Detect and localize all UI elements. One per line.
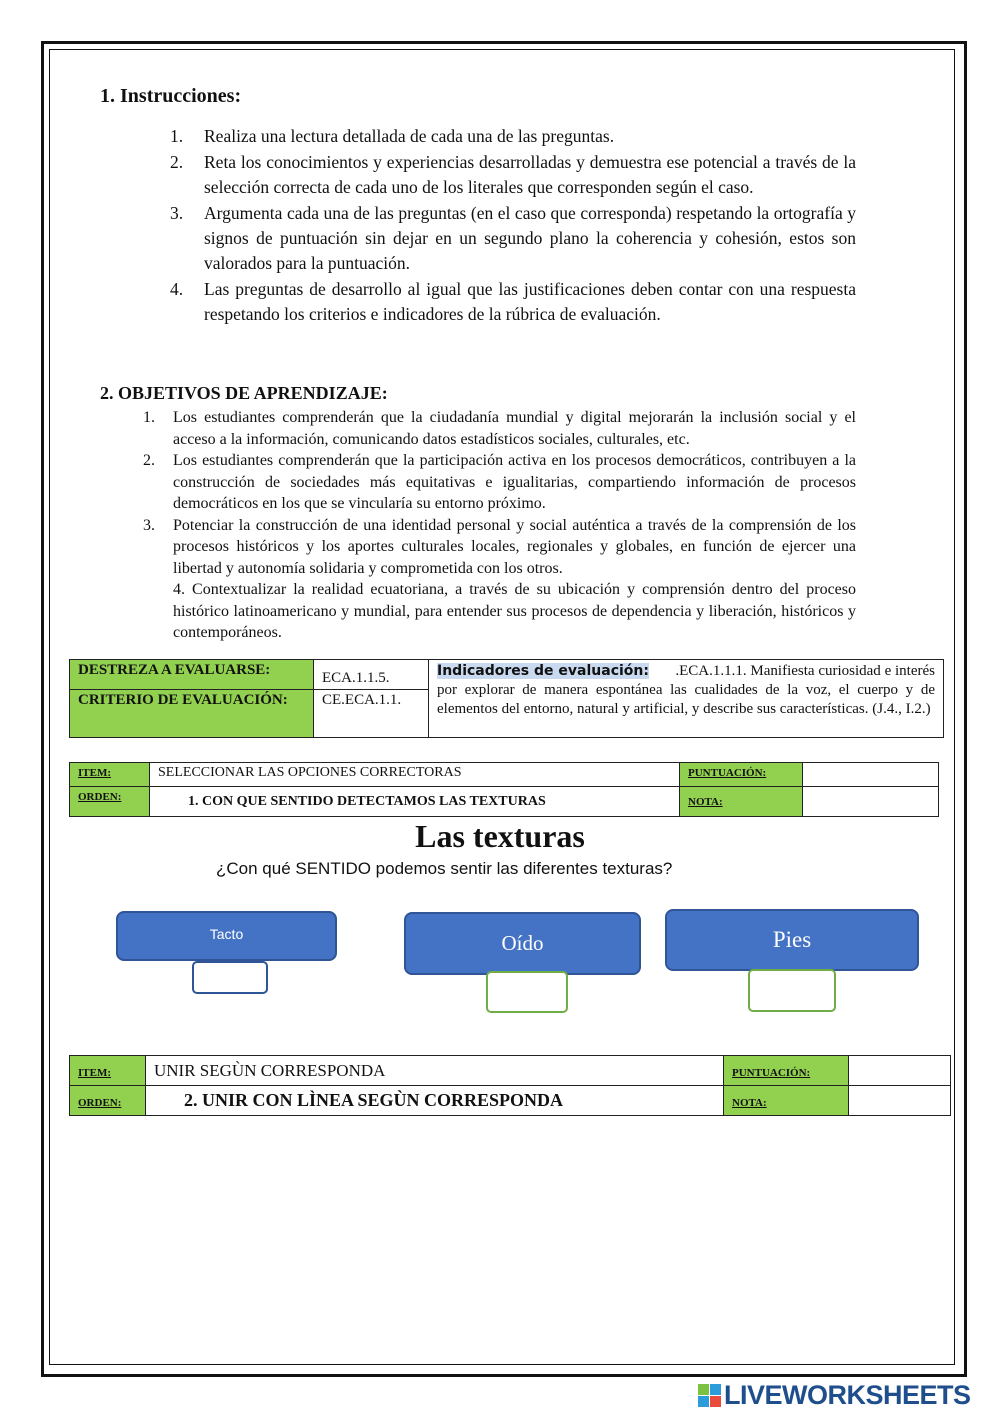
indicadores-text: .ECA.1.1.1. Manifiesta curiosidad e interés por explorar de manera espontánea las cualidades de la voz, el cuerpo y de elementos del entorno, natural y artificial, y describe sus características. (J.4., I.2.) — [437, 663, 935, 717]
puntuacion-label: PUNTUACIÓN: — [732, 1066, 811, 1079]
item1-table — [69, 762, 939, 817]
exercise-question: ¿Con qué SENTIDO podemos sentir las diferentes texturas? — [216, 859, 673, 878]
criterio-value: CE.ECA.1.1. — [314, 690, 429, 738]
item-text: Los estudiantes comprenderán que la participación activa en los procesos democráticos, contribuyen a la construcción de sociedades más equitativas e igualitarias, compartiendo información de procesos democráticos en los que se vincularía su entorno próximo. — [173, 452, 856, 512]
destreza-value: ECA.1.1.5. — [314, 660, 429, 690]
orden-label: ORDEN: — [78, 1096, 122, 1109]
list-item — [170, 124, 856, 149]
item-label: ITEM: — [78, 1066, 111, 1079]
item-value: UNIR SEGÙN CORRESPONDA — [146, 1056, 724, 1086]
option-label: Pies — [772, 927, 812, 952]
item-text: Los estudiantes comprenderán que la ciudadanía mundial y digital mejorarán la inclusión social y el acceso a la información, comunicando datos estadísticos sociales, culturales, etc. — [173, 409, 856, 448]
puntuacion-label-cell — [724, 1056, 849, 1086]
item-number: 3. — [170, 203, 184, 223]
puntuacion-label-cell — [680, 763, 803, 787]
list-item — [170, 150, 856, 200]
orden-label: ORDEN: — [78, 791, 122, 803]
item-number: 2. — [170, 152, 184, 172]
indicadores-cell — [429, 660, 944, 738]
item-text: Argumenta cada una de las preguntas (en el caso que corresponda) respetando la ortografía y signos de puntuación sin dejar en un segundo plano la coherencia y cohesión, estos son valorados para la puntuación. — [204, 203, 856, 273]
nota-field[interactable] — [849, 1086, 951, 1116]
nota-label: NOTA: — [732, 1096, 767, 1109]
nota-field[interactable] — [803, 787, 939, 817]
puntuacion-field[interactable] — [849, 1056, 951, 1086]
option-pies[interactable] — [665, 909, 919, 971]
puntuacion-label: PUNTUACIÓN: — [688, 767, 767, 779]
indicadores-label: Indicadores de evaluación: — [437, 663, 649, 679]
item-number: 4. — [170, 279, 184, 299]
logo-icon — [698, 1384, 721, 1407]
destreza-label: DESTREZA A EVALUARSE: — [70, 660, 314, 690]
objectives-list — [140, 407, 856, 644]
item-number: 2. — [143, 452, 155, 469]
option-label: Tacto — [209, 926, 244, 942]
list-item — [170, 201, 856, 276]
option-label: Oído — [501, 931, 544, 955]
list-item — [140, 450, 856, 515]
answer-box-oido[interactable] — [486, 971, 568, 1013]
item-label-cell — [70, 1056, 146, 1086]
criterio-label: CRITERIO DE EVALUACIÓN: — [70, 690, 314, 738]
instructions-heading: 1. Instrucciones: — [100, 85, 242, 107]
list-item — [170, 277, 856, 327]
item-text: Potenciar la construcción de una identidad personal y social auténtica a través de la comprensión de los procesos históricos y los aportes culturales locales, regionales y globales, en función de ejercer una libertad y autonomía solidaria y comprometida con los otros. — [173, 516, 856, 577]
objectives-heading: 2. OBJETIVOS DE APRENDIZAJE: — [100, 383, 388, 403]
item-text: 4. Contextualizar la realidad ecuatoriana, a través de su ubicación y comprensión dentro del proceso histórico latinoamericano y mundial, para entender sus procesos de dependencia y liberación, históricos y contemporáneos. — [173, 581, 856, 641]
list-item — [140, 515, 856, 580]
item-value: SELECCIONAR LAS OPCIONES CORRECTORAS — [150, 763, 680, 787]
liveworksheets-logo[interactable] — [698, 1380, 971, 1411]
nota-label-cell — [724, 1086, 849, 1116]
puntuacion-field[interactable] — [803, 763, 939, 787]
exercise-title: Las texturas — [415, 818, 585, 854]
item-text: Las preguntas de desarrollo al igual que las justificaciones deben contar con una respuesta respetando los criterios e indicadores de la rúbrica de evaluación. — [204, 279, 856, 324]
item-number: 3. — [143, 516, 155, 534]
list-item — [140, 579, 856, 644]
option-tacto[interactable] — [116, 911, 337, 961]
item-text: Reta los conocimientos y experiencias desarrolladas y demuestra ese potencial a través de la selección correcta de cada uno de los literales que corresponden según el caso. — [204, 152, 856, 197]
nota-label-cell — [680, 787, 803, 817]
item-label: ITEM: — [78, 767, 111, 779]
item-number: 1. — [170, 126, 184, 146]
list-item — [140, 407, 856, 450]
nota-label: NOTA: — [688, 795, 723, 808]
instructions-list — [170, 124, 856, 328]
orden-label-cell — [70, 787, 150, 817]
brand-name: LIVEWORKSHEETS — [724, 1380, 971, 1410]
item-text: Realiza una lectura detallada de cada una de las preguntas. — [204, 126, 615, 146]
answer-box-tacto[interactable] — [192, 961, 268, 994]
answer-box-pies[interactable] — [748, 969, 836, 1012]
item-label-cell — [70, 763, 150, 787]
orden-label-cell — [70, 1086, 146, 1116]
item-number: 1. — [143, 409, 155, 426]
orden-value: 1. CON QUE SENTIDO DETECTAMOS LAS TEXTURAS — [150, 787, 680, 817]
evaluation-table — [69, 659, 944, 738]
item2-table — [69, 1055, 951, 1116]
orden-value: 2. UNIR CON LÌNEA SEGÙN CORRESPONDA — [146, 1086, 724, 1116]
option-oido[interactable] — [404, 912, 641, 975]
